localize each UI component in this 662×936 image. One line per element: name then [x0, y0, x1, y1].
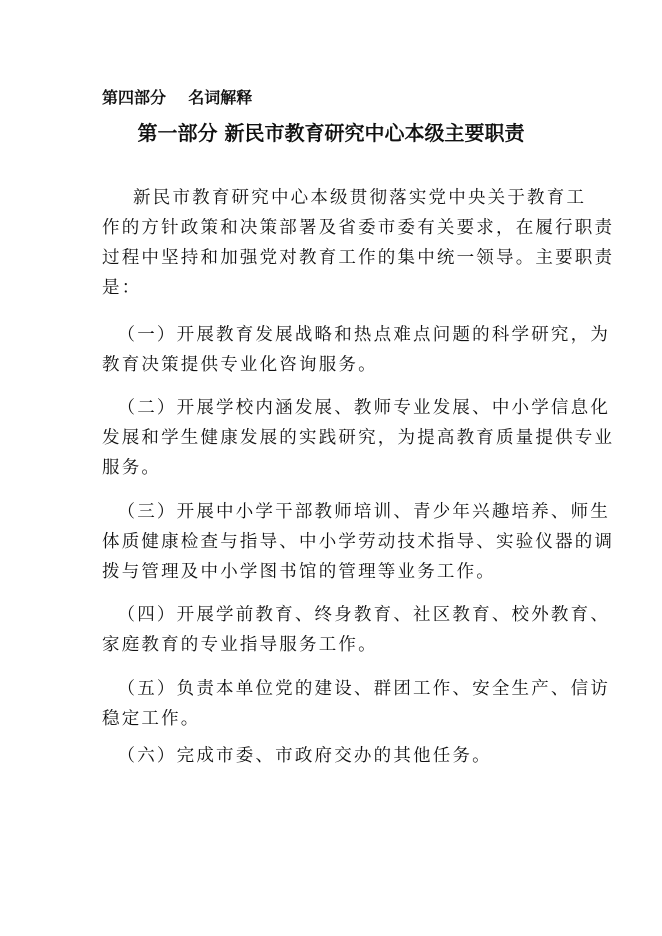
document-title: 第一部分 新民市教育研究中心本级主要职责: [137, 121, 525, 145]
duty-1-line: 教育决策提供专业化咨询服务。: [102, 355, 378, 375]
duty-1-line: （一）开展教育发展战略和热点难点问题的科学研究，为: [102, 325, 611, 345]
section-heading: 第四部分 名词解释: [102, 88, 253, 107]
intro-line: 是：: [102, 278, 142, 298]
duty-6-line: （六）完成市委、市政府交办的其他任务。: [102, 746, 492, 766]
duty-3-line: （三）开展中小学干部教师培训、青少年兴趣培养、师生: [102, 502, 611, 522]
duty-2-line: 服务。: [102, 458, 162, 478]
duty-3-line: 拨与管理及中小学图书馆的管理等业务工作。: [102, 562, 496, 582]
duty-2-line: 发展和学生健康发展的实践研究，为提高教育质量提供专业: [102, 428, 615, 448]
duty-2-line: （二）开展学校内涵发展、教师专业发展、中小学信息化: [102, 398, 611, 418]
intro-line: 过程中坚持和加强党对教育工作的集中统一领导。主要职责: [102, 248, 615, 268]
duty-4-line: （四）开展学前教育、终身教育、社区教育、校外教育、: [102, 605, 611, 625]
duty-5-line: 稳定工作。: [102, 709, 201, 729]
duty-5-line: （五）负责本单位党的建设、群团工作、安全生产、信访: [102, 679, 611, 699]
intro-line: 新民市教育研究中心本级贯彻落实党中央关于教育工: [102, 188, 587, 208]
intro-line: 作的方针政策和决策部署及省委市委有关要求，在履行职责: [102, 218, 615, 238]
duty-4-line: 家庭教育的专业指导服务工作。: [102, 635, 378, 655]
duty-3-line: 体质健康检查与指导、中小学劳动技术指导、实验仪器的调: [102, 532, 615, 552]
